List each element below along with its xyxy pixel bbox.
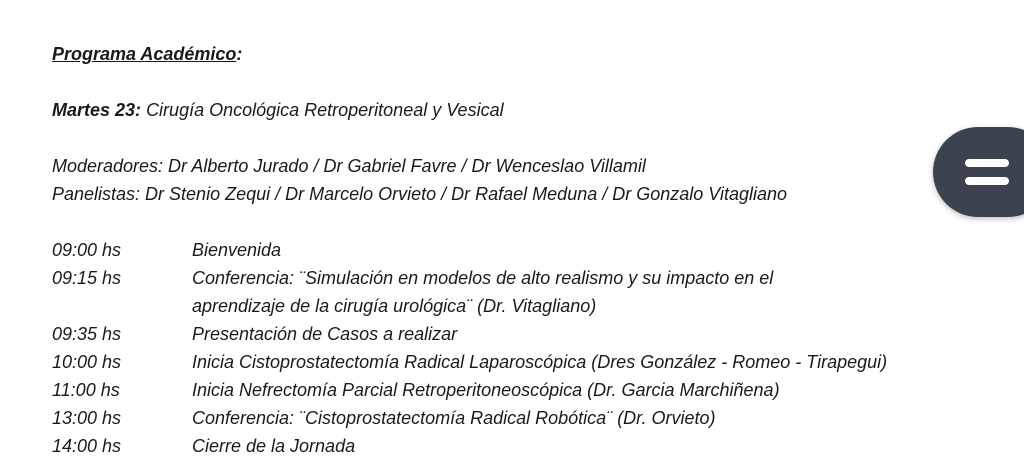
schedule-time: 11:00 hs	[52, 380, 120, 400]
schedule-event: Inicia Cistoprostatectomía Radical Laparoscópica (Dres González - Romeo - Tirapegui)	[192, 352, 888, 372]
schedule-row	[52, 376, 972, 404]
schedule-time: 14:00 hs	[52, 436, 122, 456]
hamburger-menu-icon	[965, 177, 1009, 185]
schedule-row	[52, 348, 972, 376]
schedule-event: Conferencia: ¨Simulación en modelos de alto realismo y su impacto en el aprendizaje de la cirugía urológica¨ (Dr. Vitagliano)	[192, 268, 774, 316]
program-title-colon: :	[236, 44, 243, 64]
day-label: Martes 23:	[52, 100, 142, 120]
schedule-time: 09:15 hs	[52, 268, 122, 288]
schedule-time: 09:35 hs	[52, 324, 122, 344]
schedule-row	[52, 320, 972, 348]
schedule-list	[52, 236, 972, 460]
schedule-time: 09:00 hs	[52, 240, 122, 260]
schedule-event: Conferencia: ¨Cistoprostatectomía Radical Robótica¨ (Dr. Orvieto)	[192, 408, 716, 428]
program-document	[52, 40, 972, 460]
schedule-event: Cierre de la Jornada	[192, 436, 356, 456]
schedule-row	[52, 236, 972, 264]
program-title-text: Programa Académico	[52, 44, 237, 64]
schedule-event: Bienvenida	[192, 240, 282, 260]
schedule-time: 10:00 hs	[52, 352, 122, 372]
program-title	[52, 40, 972, 68]
people-block	[52, 152, 972, 208]
day-heading	[52, 96, 972, 124]
schedule-event: Inicia Nefrectomía Parcial Retroperitoneoscópica (Dr. Garcia Marchiñena)	[192, 380, 780, 400]
moderators-line: Moderadores: Dr Alberto Jurado / Dr Gabriel Favre / Dr Wenceslao Villamil	[52, 156, 646, 176]
schedule-row	[52, 432, 972, 460]
schedule-row	[52, 404, 972, 432]
day-topic: Cirugía Oncológica Retroperitoneal y Vesical	[146, 100, 504, 120]
schedule-event: Presentación de Casos a realizar	[192, 324, 458, 344]
hamburger-menu-icon	[965, 159, 1009, 167]
schedule-row	[52, 264, 972, 320]
schedule-time: 13:00 hs	[52, 408, 122, 428]
menu-button[interactable]	[933, 127, 1024, 217]
panelists-line: Panelistas: Dr Stenio Zequi / Dr Marcelo Orvieto / Dr Rafael Meduna / Dr Gonzalo Vitagliano	[52, 184, 787, 204]
